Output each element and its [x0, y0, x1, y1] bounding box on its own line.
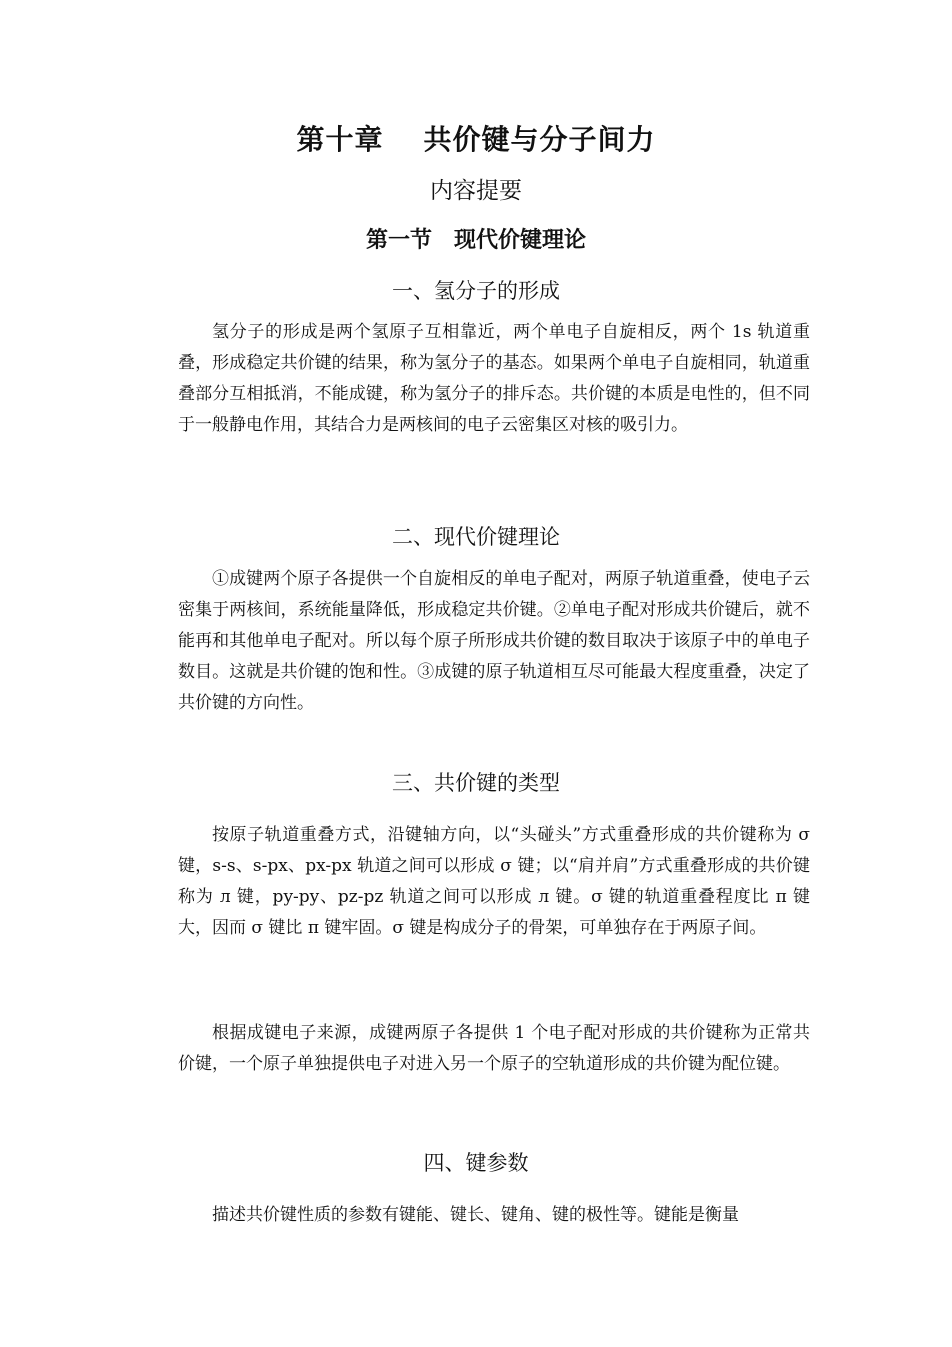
- part-heading-bond-types: 三、共价键的类型: [392, 771, 560, 795]
- section-name: 现代价键理论: [454, 228, 587, 253]
- paragraph-valence-bond-theory: ①成键两个原子各提供一个自旋相反的单电子配对，两原子轨道重叠，使电子云密集于两核间，系统能量降低，形成稳定共价键。②单电子配对形成共价键后，就不能再和其他单电子配对。所以每个原子所形成共价键的数目取决于该原子中的单电子数目。这就是共价键的饱和性。③成键的原子轨道相互尽可能最大程度重叠，决定了共价键的方向性。: [178, 569, 810, 713]
- part-heading-bond-parameters: 四、键参数: [423, 1151, 529, 1175]
- paragraph-coordinate-bond: 根据成键电子来源，成键两原子各提供 1 个电子配对形成的共价键称为正常共价键，一个原子单独提供电子对进入另一个原子的空轨道形成的共价键为配位键。: [178, 1023, 810, 1074]
- section-number: 第一节: [365, 228, 432, 253]
- part-heading-valence-bond-theory: 二、现代价键理论: [392, 525, 560, 549]
- chapter-name: 共价键与分子间力: [423, 123, 656, 156]
- chapter-number: 第十章: [296, 123, 384, 156]
- section-title: [0, 224, 952, 258]
- paragraph-bond-parameters: 描述共价键性质的参数有键能、键长、键角、键的极性等。键能是衡量: [212, 1205, 739, 1225]
- paragraph-sigma-pi-bonds: 按原子轨道重叠方式，沿键轴方向，以“头碰头”方式重叠形成的共价键称为 σ 键，s-s、s-px、px-px 轨道之间可以形成 σ 键；以“肩并肩”方式重叠形成的共价键称为 л 键，py-py、pz-pz 轨道之间可以形成 л 键。σ 键的轨道重叠程度比 π 键大，因而 σ 键比 π 键牢固。σ 键是构成分子的骨架，可单独存在于两原子间。: [178, 825, 810, 938]
- paragraph-hydrogen-molecule: 氢分子的形成是两个氢原子互相靠近，两个单电子自旋相反，两个 1s 轨道重叠，形成稳定共价键的结果，称为氢分子的基态。如果两个单电子自旋相同，轨道重叠部分互相抵消，不能成键，称为氢分子的排斥态。共价键的本质是电性的，但不同于一般静电作用，其结合力是两核间的电子云密集区对核的吸引力。: [178, 322, 810, 435]
- chapter-title: [0, 120, 952, 160]
- part-heading-hydrogen-molecule: 一、氢分子的形成: [392, 279, 560, 303]
- content-summary-title: 内容提要: [430, 178, 522, 204]
